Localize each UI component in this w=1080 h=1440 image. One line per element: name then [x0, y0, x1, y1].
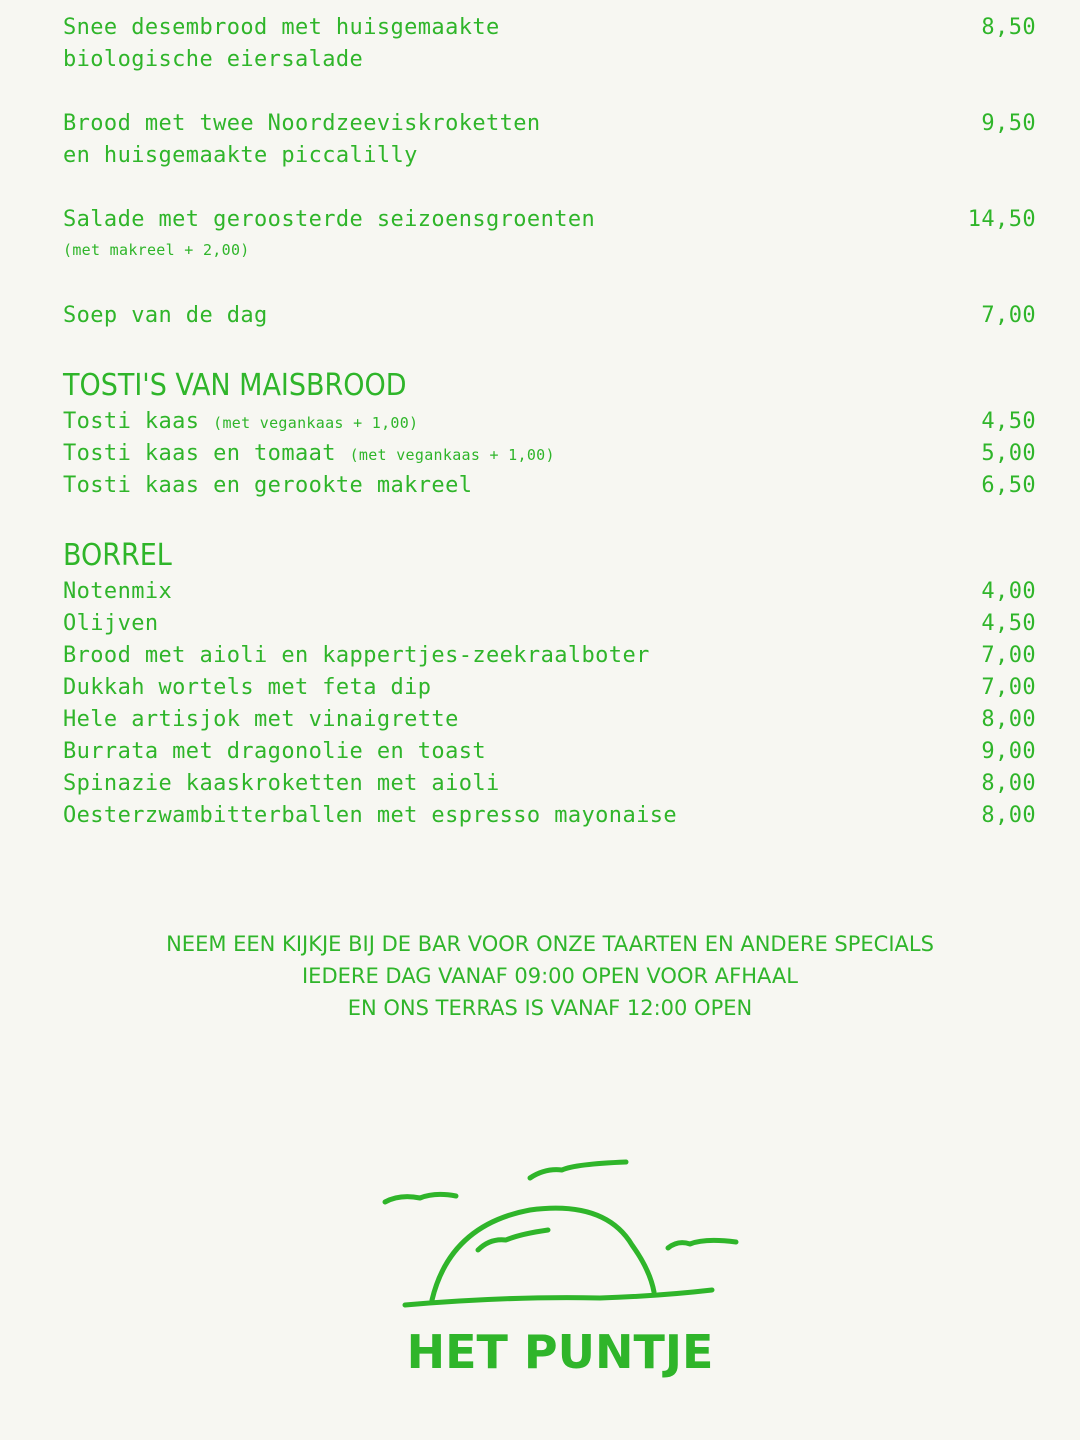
menu-item-name: Tosti kaas en tomaat: [63, 441, 336, 466]
section-heading-borrel: BORREL: [63, 538, 172, 573]
logo-text: HET PUNTJE: [406, 1325, 714, 1379]
menu-item-name: Burrata met dragonolie en toast: [63, 739, 486, 764]
menu-item-name: Brood met twee Noordzeeviskroketten: [63, 111, 541, 136]
menu-item-price: 9,00: [981, 739, 1036, 764]
menu-item-price: 4,50: [981, 409, 1036, 434]
menu-item: [63, 640, 1036, 672]
menu-item-name: Olijven: [63, 611, 159, 636]
menu-item-note: (met vegankaas + 1,00): [213, 414, 419, 432]
menu-item-price: 6,50: [981, 473, 1036, 498]
section-heading-tosti: TOSTI'S VAN MAISBROOD: [63, 368, 407, 403]
footer-notice-line: IEDERE DAG VANAF 09:00 OPEN VOOR AFHAAL: [301, 964, 798, 988]
menu-item-price: 5,00: [981, 441, 1036, 466]
menu-item-name-continued: en huisgemaakte piccalilly: [63, 143, 418, 168]
menu-item: [63, 800, 1036, 832]
menu-item-price: 7,00: [981, 675, 1036, 700]
menu-item-note: (met makreel + 2,00): [63, 241, 250, 259]
menu-item: [63, 204, 1036, 264]
menu-item-price: 7,00: [981, 303, 1036, 328]
menu-item-price: 4,50: [981, 611, 1036, 636]
menu-item-note: (met vegankaas + 1,00): [349, 446, 555, 464]
menu-item-price: 7,00: [981, 643, 1036, 668]
menu-item: [63, 438, 1036, 471]
menu-item: [63, 672, 1036, 704]
menu-item-name: Salade met geroosterde seizoensgroenten: [63, 207, 596, 232]
menu-item-price: 8,00: [981, 707, 1036, 732]
menu-item-name: Snee desembrood met huisgemaakte: [63, 15, 500, 40]
menu-item: [63, 12, 1036, 76]
menu-item-name: Dukkah wortels met feta dip: [63, 675, 432, 700]
menu-item: [63, 736, 1036, 768]
menu-item-name: Tosti kaas: [63, 409, 200, 434]
menu-item-price: 8,00: [981, 803, 1036, 828]
sun-over-horizon-with-birds-icon: [370, 1150, 750, 1390]
menu-item-name: Oesterzwambitterballen met espresso mayonaise: [63, 803, 678, 828]
menu-item: [63, 704, 1036, 736]
menu-item: [63, 300, 1036, 332]
menu-item-price: 8,00: [981, 771, 1036, 796]
menu-item-name: Brood met aioli en kappertjes-zeekraalboter: [63, 643, 650, 668]
menu-item-price: 9,50: [981, 111, 1036, 136]
het-puntje-logo: [370, 1150, 750, 1390]
menu-item-price: 4,00: [981, 579, 1036, 604]
footer-notice-line: EN ONS TERRAS IS VANAF 12:00 OPEN: [347, 996, 753, 1020]
menu-item: [63, 108, 1036, 172]
menu-item-name: Hele artisjok met vinaigrette: [63, 707, 459, 732]
menu-item: [63, 768, 1036, 800]
menu-item-name: Tosti kaas en gerookte makreel: [63, 473, 473, 498]
menu-item: [63, 470, 1036, 502]
menu-item-name: Notenmix: [63, 579, 173, 604]
menu-item: [63, 608, 1036, 640]
menu-item-price: 14,50: [967, 207, 1036, 232]
footer-notice-line: NEEM EEN KIJKJE BIJ DE BAR VOOR ONZE TAARTEN EN ANDERE SPECIALS: [166, 932, 934, 956]
menu-item-name: Soep van de dag: [63, 303, 268, 328]
menu-item-name-continued: biologische eiersalade: [63, 47, 364, 72]
menu-item: [63, 576, 1036, 608]
menu-item-price: 8,50: [981, 15, 1036, 40]
menu-item-name: Spinazie kaaskroketten met aioli: [63, 771, 500, 796]
menu-item: [63, 406, 1036, 439]
